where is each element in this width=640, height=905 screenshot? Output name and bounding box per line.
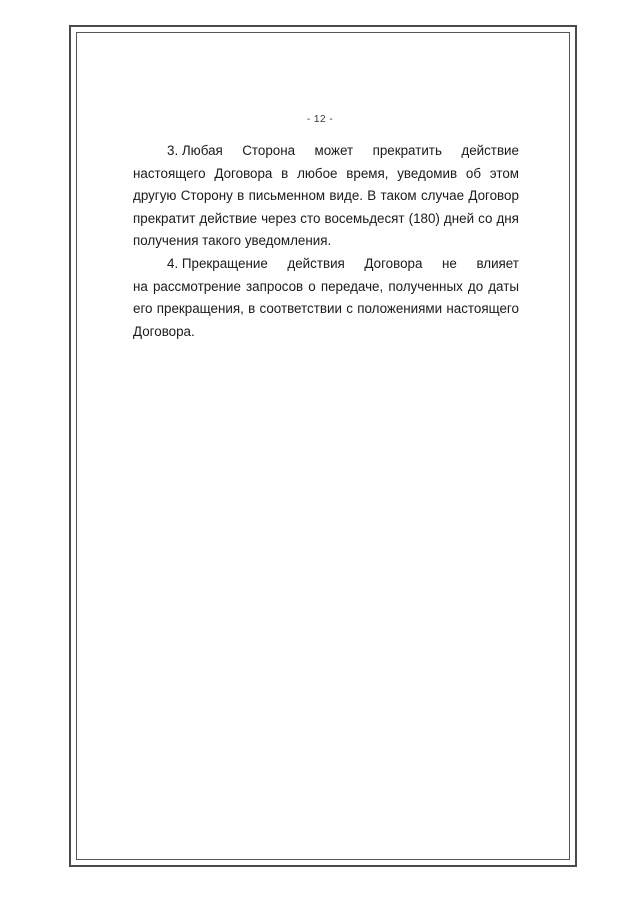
word: прекращения, bbox=[156, 301, 244, 317]
word: действие bbox=[461, 143, 519, 158]
word: Договора. bbox=[133, 323, 195, 339]
word: виде. bbox=[329, 188, 363, 204]
word: уведомив bbox=[397, 165, 458, 181]
word: получения такого уведомления. bbox=[133, 233, 332, 249]
word: дня bbox=[496, 210, 519, 226]
word: рассмотрение bbox=[152, 278, 241, 294]
word: через bbox=[261, 210, 297, 226]
text-line bbox=[133, 253, 519, 276]
word: со bbox=[478, 210, 493, 226]
text-line bbox=[133, 163, 519, 186]
word: действие bbox=[199, 210, 258, 226]
word: полученных bbox=[388, 278, 463, 294]
word: этом bbox=[489, 165, 519, 181]
word: дней bbox=[443, 210, 475, 226]
text-line bbox=[133, 208, 519, 231]
text-line bbox=[133, 230, 519, 253]
page-number: - 12 - bbox=[306, 114, 334, 125]
word: до bbox=[467, 278, 484, 294]
word: сто bbox=[300, 210, 321, 226]
word: об bbox=[465, 165, 482, 181]
word: В bbox=[367, 188, 377, 204]
word: в bbox=[237, 188, 245, 204]
word: прекратит bbox=[133, 210, 196, 226]
text-line bbox=[133, 276, 519, 299]
text-line bbox=[133, 298, 519, 321]
paragraph-termination-notice bbox=[133, 140, 519, 253]
word: Сторону bbox=[180, 188, 233, 204]
word: случае bbox=[420, 188, 465, 204]
text-line bbox=[133, 321, 519, 344]
word: настоящего bbox=[446, 301, 519, 317]
word: Договора bbox=[364, 255, 423, 271]
word: о bbox=[308, 278, 316, 294]
word: восемьдесят bbox=[324, 210, 405, 226]
word: таком bbox=[380, 188, 417, 204]
word: запросов bbox=[246, 278, 304, 294]
word: в bbox=[248, 301, 256, 317]
text-line bbox=[133, 140, 519, 163]
word: в bbox=[281, 165, 289, 181]
word: (180) bbox=[408, 210, 440, 226]
word: соответствии bbox=[259, 301, 342, 317]
document-body bbox=[133, 140, 519, 343]
word: настоящего bbox=[133, 165, 206, 181]
word: любое bbox=[297, 165, 338, 181]
word: время, bbox=[346, 165, 389, 181]
word: Договор bbox=[468, 188, 519, 204]
word: прекратить bbox=[372, 143, 442, 158]
word: с bbox=[346, 301, 353, 317]
word: 4. Прекращение bbox=[167, 255, 268, 271]
word: передаче, bbox=[320, 278, 384, 294]
word: Сторона bbox=[242, 143, 296, 158]
word: влияет bbox=[476, 255, 519, 271]
word: Договора bbox=[214, 165, 273, 181]
word: на bbox=[133, 278, 148, 294]
word: не bbox=[442, 255, 457, 271]
word: может bbox=[314, 143, 354, 158]
word: положениями bbox=[357, 301, 443, 317]
word: даты bbox=[488, 278, 519, 294]
paragraph-termination-effect bbox=[133, 253, 519, 343]
word: 3. Любая bbox=[167, 143, 223, 158]
word: действия bbox=[287, 255, 345, 271]
word: его bbox=[133, 301, 153, 317]
text-line bbox=[133, 185, 519, 208]
word: письменном bbox=[248, 188, 326, 204]
word: другую bbox=[133, 188, 177, 204]
